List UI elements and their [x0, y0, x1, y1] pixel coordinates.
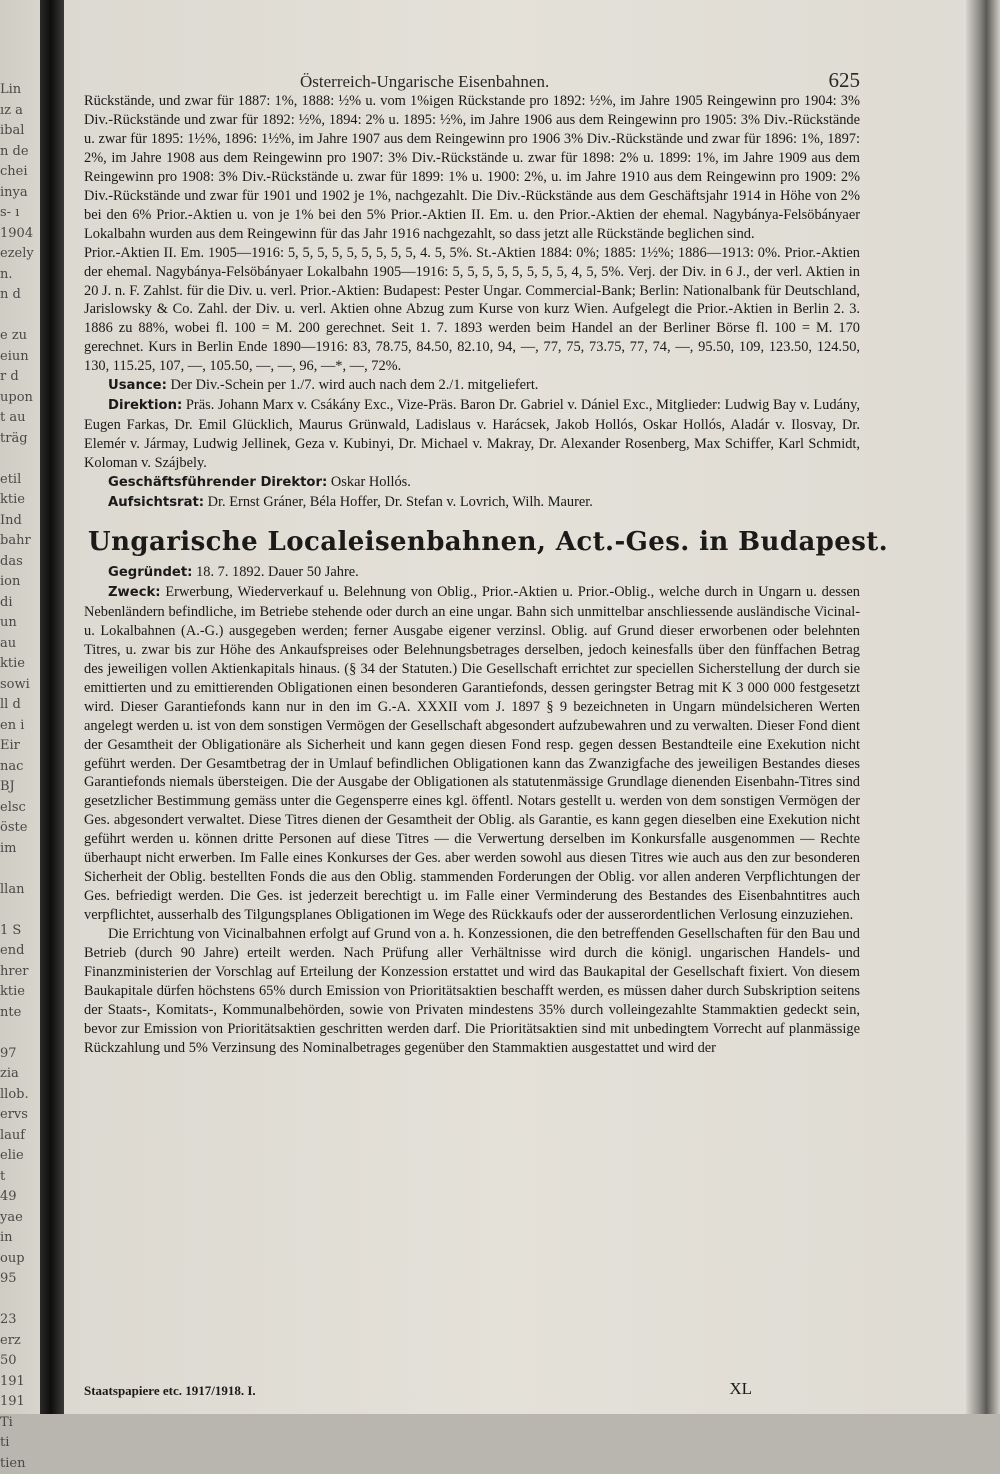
direktion-text: Präs. Johann Marx v. Csákány Exc., Vize-Präs. Baron Dr. Gabriel v. Dániel Exc., Mitglieder: Ludwig Bay v. Ludány, Eugen Farkas, Dr. Emil Glücklich, Maurus Grünwald, Ladislaus v. Harácsek, Jakob Hollós, Oskar Hollós, Aladár v. Ilosvay, Dr. Elemér v. Jármay, Ludwig Jellinek, Geza v. Kubinyi, Dr. Michael v. Makray, Dr. Alexander Rosenberg, Max Schiffer, Karl Schmidt, Koloman v. Szájbely.	[84, 397, 860, 471]
previous-page-fragment: bahr	[0, 531, 38, 552]
body-text	[84, 92, 860, 1058]
direktion-entry	[84, 396, 860, 473]
previous-page-fragment: sowi	[0, 675, 38, 696]
previous-page-fragment: ktie	[0, 982, 38, 1003]
previous-page-fragment: in	[0, 1228, 38, 1249]
previous-page-fragment: upon	[0, 388, 38, 409]
previous-page-fragment: ion	[0, 572, 38, 593]
dividend-history-paragraph: Prior.-Aktien II. Em. 1905—1916: 5, 5, 5, 5, 5, 5, 5, 5, 5, 4. 5, 5%. St.-Aktien 1884: 0%; 1885: 1½%; 1886—1913: 0%. Prior.-Aktien der ehemal. Nagybánya-Felsöbányaer Lokalbahn 1905—1916: 5, 5, 5, 5, 5, 5, 5, 5, 4, 5, 5%. Verj. der Div. in 6 J., der verl. Aktien in 20 J. n. F. Zahlst. für die Div. u. verl. Prior.-Aktien: Budapest: Pester Ungar. Commercial-Bank; Berlin: Nationalbank für Deutschland, Jarislowsky & Co. Zahl. der Div. u. verl. Aktien ohne Abzug zum Kurse von kurz Wien. Aufgelegt die Prior.-Aktien in Berlin 2. 3. 1886 zu 88%, wobei fl. 100 = M. 200 gerechnet. Seit 1. 7. 1893 werden beim Handel an der Berliner Börse fl. 100 = M. 170 gerechnet. Kurs in Berlin Ende 1890—1916: 83, 78.75, 84.50, 82.10, 94, —, 77, 75, 73.75, 77, 74, —, 95.50, 109, 123.50, 124.50, 130, 115.25, 107, —, 105.50, —, —, 96, —*, —, 72%.	[84, 244, 860, 377]
previous-page-fragment: chei	[0, 162, 38, 183]
previous-page-fragment: n de	[0, 142, 38, 163]
previous-page-fragment: t au	[0, 408, 38, 429]
previous-page-fragment: n.	[0, 265, 38, 286]
previous-page-fragment: lauf	[0, 1126, 38, 1147]
supervisory-board-text: Dr. Ernst Gráner, Béla Hoffer, Dr. Stefan v. Lovrich, Wilh. Maurer.	[208, 494, 593, 510]
previous-page-fragment: 191	[0, 1372, 38, 1393]
page-edge-shadow	[966, 0, 1000, 1414]
previous-page-fragment: elie	[0, 1146, 38, 1167]
managing-director-entry	[84, 473, 860, 493]
previous-page-fragment: zia	[0, 1064, 38, 1085]
dividend-arrears-paragraph: Rückstände, und zwar für 1887: 1%, 1888: ½% u. vom 1%igen Rückstande pro 1892: ½%, im Jahre 1905 Reingewinn pro 1904: 3% Div.-Rückstände und zwar für 1892: ½%, 1894: 2% u. 1895: ½%, im Jahre 1906 aus dem Reingewinn pro 1905: 3% Div.-Rückstände u. zwar für 1895: 1½%, 1896: 1½%, im Jahre 1907 aus dem Reingewinn pro 1906 3% Div.-Rückstände und zwar für 1896: 1%, 1897: 2%, im Jahre 1908 aus dem Reingewinn pro 1907: 3% Div.-Rückstände u. zwar für 1898: 2% u. 1899: 1%, im Jahre 1909 aus dem Reingewinn pro 1908: 3% Div.-Rückstände u. zwar für 1899: 1% u. 1900: 2%, u. im Jahre 1910 aus dem Reingewinn pro 1909: 2% Div.-Rückstände und zwar für 1901 und 1902 je 1%, nachgezahlt. Die Div.-Rückstände aus dem Geschäftsjahr 1914 in Höhe von 2% bei den 6% Prior.-Aktien u. von je 1% bei den 5% Prior.-Aktien II. Em. u. den Prior.-Aktien der ehemal. Nagybánya-Felsöbányaer Lokalbahn wurden aus dem Reingewinn für das Jahr 1916 nachgezahlt, so dass jetzt alle Rückstände beglichen sind.	[84, 92, 860, 244]
previous-page-fragment	[0, 1290, 38, 1311]
previous-page-fragment: e zu	[0, 326, 38, 347]
footer-signature: Staatspapiere etc. 1917/1918. I.	[84, 1383, 256, 1399]
previous-page-fragment: etil	[0, 470, 38, 491]
previous-page-fragment	[0, 900, 38, 921]
previous-page-fragment: ktie	[0, 490, 38, 511]
previous-page-fragment	[0, 449, 38, 470]
previous-page-fragment: ervs	[0, 1105, 38, 1126]
previous-page-fragment: nac	[0, 757, 38, 778]
previous-page-fragment: inya	[0, 183, 38, 204]
previous-page-fragment	[0, 306, 38, 327]
previous-page-fragment: Lin	[0, 80, 38, 101]
previous-page-fragment: 97	[0, 1044, 38, 1065]
previous-page-fragment: di	[0, 593, 38, 614]
previous-page-fragment: BJ	[0, 777, 38, 798]
previous-page-fragment: 95	[0, 1269, 38, 1290]
previous-page-fragment: n d	[0, 285, 38, 306]
purpose-text: Erwerbung, Wiederverkauf u. Belehnung von Oblig., Prior.-Aktien u. Prior.-Oblig., welche durch in Ungarn u. dessen Nebenländern befindliche, im Betriebe stehende oder durch an eine ungar. Bahn sich unmittelbar anschliessende ausländische Vicinal- u. Lokalbahnen (A.-G.) ausgegeben werden; ferner Ausgabe eigener verzinsl. Oblig. auf Grund dieser erworbenen oder belehnten Titres, u. zwar bis zur Höhe des Ankaufspreises oder Belehnungsbetrages derselben, jedoch keinesfalls über den fünffachen Betrag des jeweiligen vollen Aktienkapitals hinaus. (§ 34 der Statuten.) Die Gesellschaft errichtet zur speciellen Sicherstellung der durch sie emittierten und zu emittierenden Obligationen einen besonderen Garantiefonds, dessen geringster Betrag mit K 3 000 000 festgesetzt wird. Dieser Garantiefonds kann nur in den im G.-A. XXXII vom J. 1897 § 9 bezeichneten in Ungarn mündelsicheren Werten angelegt werden u. ist von dem sonstigen Vermögen der Gesellschaft abgesondert aufzubewahren und zu verwalten. Dieser Fond dient der Gesamtheit der Obligationäre als Sicherheit und kann gegen diesen Fond resp. gegen dessen Bestandteile eine Exekution nicht geführt werden. Der Gesamtbetrag der in Umlauf befindlichen Obligationen kann das Zwanzigfache des jeweiligen Bestandes dieses Garantiefonds niemals übersteigen. Die der Ausgabe der Obligationen als statutenmässige Grundlage dienenden Eisenbahn-Titres sind gesetzlicher Bestimmung gemäss unter die Gegensperre eines kgl. öffentl. Notars gestellt u. werden von dem sonstigen Vermögen der Ges. abgesondert verwaltet. Diese Titres dienen der Gesamtheit der Oblig. als Garantie, es kann gegen dieselben eine Exekution nicht geführt werden u. können dritte Personen auf diese Titres — die Verwertung derselben im Konkursfalle ausgenommen — Rechte überhaupt nicht erwerben. Im Falle eines Konkurses der Ges. aber werden sowohl aus diesen Titres wie auch aus den zur besonderen Sicherheit der Oblig. bestellten Fonds die aus den Oblig. stammenden Forderungen der Oblig. vor allen anderen Verpflichtungen der Ges. befriedigt werden. Die Ges. ist jederzeit berechtigt u. im Falle einer Verminderung des Bestandes des Eisenbahntitres auch verpflichtet, ausserhalb des Tilgungsplanes Obligationen im Wege des Rückkaufs oder der ausserordentlichen Verlosung einzuziehen.	[84, 584, 860, 923]
footer-sheet-mark: XL	[729, 1379, 752, 1399]
previous-page-fragment: ktie	[0, 654, 38, 675]
previous-page-fragment: ız a	[0, 101, 38, 122]
previous-page-fragment: au	[0, 634, 38, 655]
previous-page-fragment: un	[0, 613, 38, 634]
previous-page-fragment: oup	[0, 1249, 38, 1270]
vicinal-railways-paragraph: Die Errichtung von Vicinalbahnen erfolgt auf Grund von a. h. Konzessionen, die den betreffenden Gesellschaften für den Bau und Betrieb (durch 90 Jahre) erteilt werden. Nach Prüfung aller Verhältnisse wird durch die königl. ungarischen Handels- und Finanzministerien der Vorschlag auf Erteilung der Konzession erstattet und wird das Baukapital der Gesellschaft fixiert. Von diesem Baukapitale dürfen höchstens 65% durch Emission von Prioritätsaktien beschafft werden, es müssen daher durch Subskription seitens der Staats-, Komitats-, Kommunalbehörden, sowie von Privaten mindestens 35% durch volleingezahlte Stammaktien gedeckt sein, bevor zur Emission von Prioritätsaktien geschritten werden darf. Die Prioritätsaktien sind mit unbedingtem Vorrecht auf planmässige Rückzahlung und 5% Verzinsung des Nominalbetrages gegenüber den Stammaktien ausgestattet und wird der	[84, 925, 860, 1058]
previous-page-fragment: 1 S	[0, 921, 38, 942]
previous-page-fragment: llan	[0, 880, 38, 901]
purpose-label: Zweck:	[108, 585, 161, 600]
previous-page-fragment: tien	[0, 1454, 38, 1474]
previous-page-fragment: erz	[0, 1331, 38, 1352]
previous-page-fragment: 23	[0, 1310, 38, 1331]
founded-label: Gegründet:	[108, 565, 192, 580]
founded-text: 18. 7. 1892. Dauer 50 Jahre.	[196, 564, 359, 580]
direktion-label: Direktion:	[108, 398, 182, 413]
page-number: 625	[829, 68, 861, 93]
previous-page-fragment: yae	[0, 1208, 38, 1229]
previous-page-fragment: t	[0, 1167, 38, 1188]
previous-page-fragment: Eir	[0, 736, 38, 757]
previous-page-fragment: end	[0, 941, 38, 962]
managing-director-label: Geschäftsführender Direktor:	[108, 475, 327, 490]
founded-entry	[84, 563, 860, 583]
previous-page-fragment: 50	[0, 1351, 38, 1372]
usance-label: Usance:	[108, 378, 167, 393]
previous-page-fragment: en i	[0, 716, 38, 737]
previous-page-fragment: Ti	[0, 1413, 38, 1434]
company-heading: Ungarische Localeisenbahnen, Act.-Ges. in Budapest.	[88, 525, 860, 559]
previous-page-fragment: hrer	[0, 962, 38, 983]
usance-text: Der Div.-Schein per 1./7. wird auch nach dem 2./1. mitgeliefert.	[171, 377, 539, 393]
previous-page-fragment	[0, 859, 38, 880]
previous-page-fragment: ibal	[0, 121, 38, 142]
previous-page-fragment: r d	[0, 367, 38, 388]
previous-page-fragment: 1904	[0, 224, 38, 245]
book-spine-shadow	[40, 0, 64, 1414]
supervisory-board-entry	[84, 493, 860, 513]
supervisory-board-label: Aufsichtsrat:	[108, 495, 204, 510]
previous-page-fragment: das	[0, 552, 38, 573]
previous-page-fragment: elsc	[0, 798, 38, 819]
previous-page-fragment: llob.	[0, 1085, 38, 1106]
previous-page-edge	[0, 80, 38, 1330]
previous-page-fragment: s- ı	[0, 203, 38, 224]
usance-entry	[84, 376, 860, 396]
purpose-entry	[84, 583, 860, 925]
previous-page-fragment: ezely	[0, 244, 38, 265]
previous-page-fragment: 49	[0, 1187, 38, 1208]
previous-page-fragment: Ind	[0, 511, 38, 532]
previous-page-fragment: nte	[0, 1003, 38, 1024]
previous-page-fragment: ti	[0, 1433, 38, 1454]
managing-director-text: Oskar Hollós.	[331, 474, 411, 490]
previous-page-fragment	[0, 1023, 38, 1044]
page-footer	[84, 1381, 752, 1403]
header-title: Österreich-Ungarische Eisenbahnen.	[300, 72, 549, 92]
previous-page-fragment: im	[0, 839, 38, 860]
previous-page-fragment: öste	[0, 818, 38, 839]
previous-page-fragment: eiun	[0, 347, 38, 368]
previous-page-fragment: ll d	[0, 695, 38, 716]
previous-page-fragment: 191	[0, 1392, 38, 1413]
previous-page-fragment: träg	[0, 429, 38, 450]
